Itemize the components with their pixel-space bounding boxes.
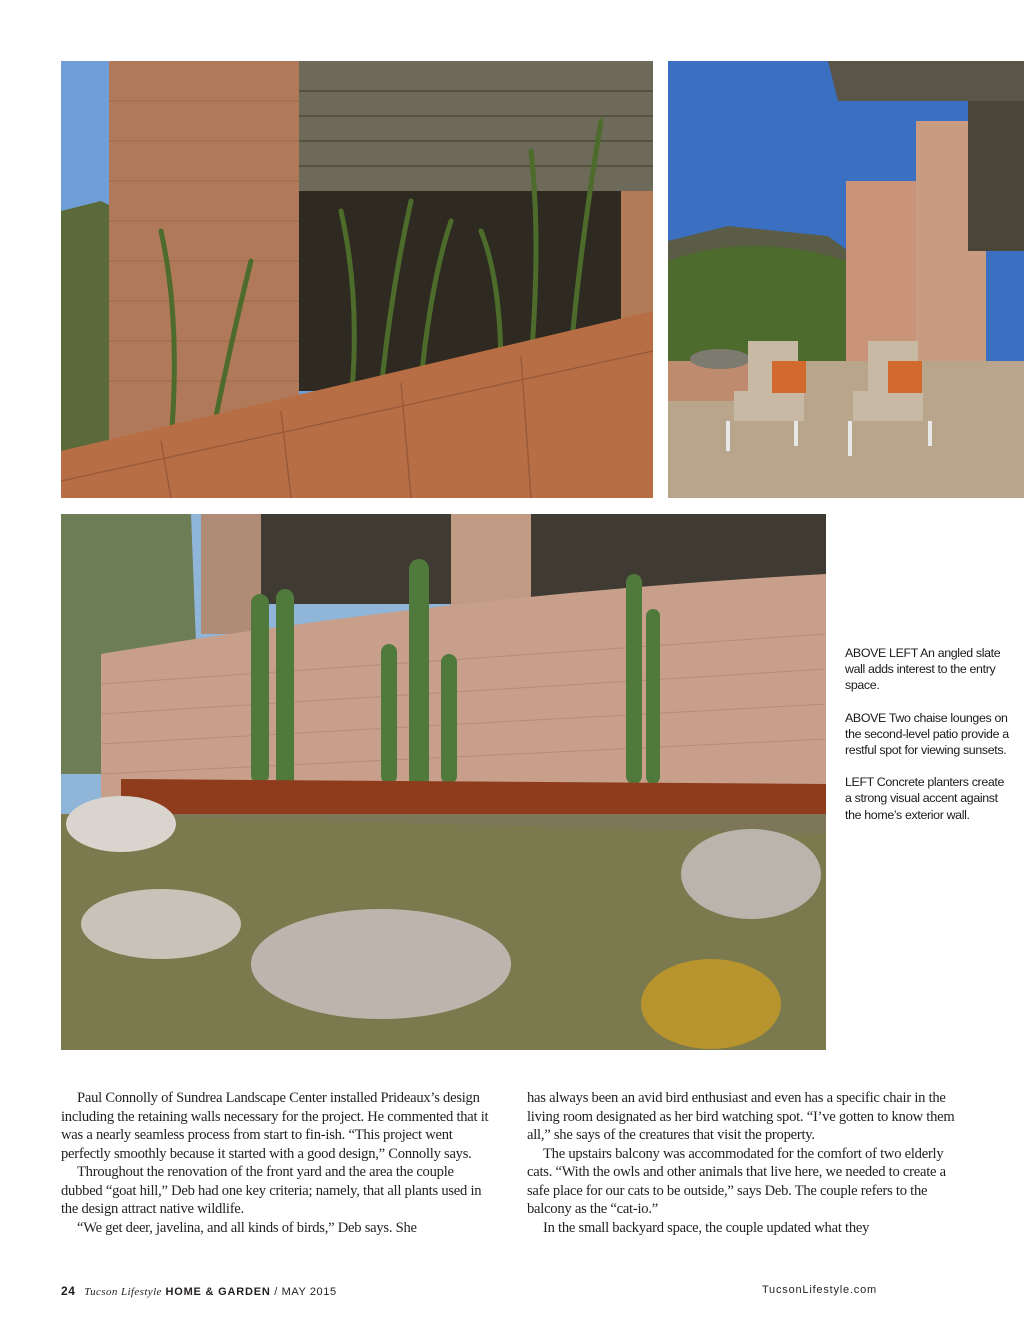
paragraph: The upstairs balcony was accommodated for the comfort of two elderly cats. “With the owls and other animals that live here, we needed to create a safe place for our cats to be outside,” says Deb. The couple refers to the balcony as the “cat-io.”	[527, 1145, 946, 1217]
caption-label: LEFT	[845, 775, 874, 790]
paragraph: “We get deer, javelina, and all kinds of birds,” Deb says. She	[77, 1219, 417, 1236]
paragraph: In the small backyard space, the couple updated what they	[543, 1219, 870, 1236]
paragraph: has always been an avid bird enthusiast and even has a specific chair in the living room designated as her bird watching spot. “I’ve gotten to know them all,” she says of the creatures that visit the property.	[527, 1090, 955, 1143]
photo-concrete-planters-cactus	[61, 514, 826, 1050]
website-url: TucsonLifestyle.com	[761, 1284, 877, 1296]
caption-above	[845, 710, 1013, 759]
paragraph: Paul Connolly of Sundrea Landscape Center installed Prideaux’s design including the retaining walls necessary for the project. He commented that it was a nearly seamless process from start to fin-ish. “This project went perfectly smoothly because it started with a good design,” Connolly says.	[61, 1090, 489, 1162]
caption-text: An angled slate wall adds interest to the entry space.	[845, 646, 1001, 693]
caption-text: Two chaise lounges on the second-level patio provide a restful spot for viewing sunsets.	[845, 710, 1009, 758]
photo-captions	[845, 645, 1013, 839]
magazine-name: Tucson Lifestyle	[84, 1286, 162, 1298]
caption-label: ABOVE LEFT	[845, 646, 918, 660]
section-name: HOME & GARDEN	[165, 1286, 271, 1298]
footer-separator: /	[270, 1286, 282, 1298]
article-column-left	[61, 1089, 497, 1237]
caption-above-left	[845, 645, 1013, 694]
caption-label: ABOVE	[845, 710, 886, 725]
photo-angled-slate-wall	[61, 61, 653, 498]
page-footer-folio	[61, 1284, 337, 1298]
caption-left	[845, 774, 1013, 823]
page-number: 24	[61, 1284, 76, 1298]
photo-chaise-lounges-patio	[668, 61, 1024, 498]
issue-date: MAY 2015	[281, 1286, 337, 1298]
caption-text: Concrete planters create a strong visual accent against the home’s exterior wall.	[845, 775, 1005, 822]
article-column-right	[527, 1089, 963, 1237]
paragraph: Throughout the renovation of the front yard and the area the couple dubbed “goat hill,” Deb had one key criteria; namely, that all plants used in the design attract native wildlife.	[61, 1164, 482, 1217]
